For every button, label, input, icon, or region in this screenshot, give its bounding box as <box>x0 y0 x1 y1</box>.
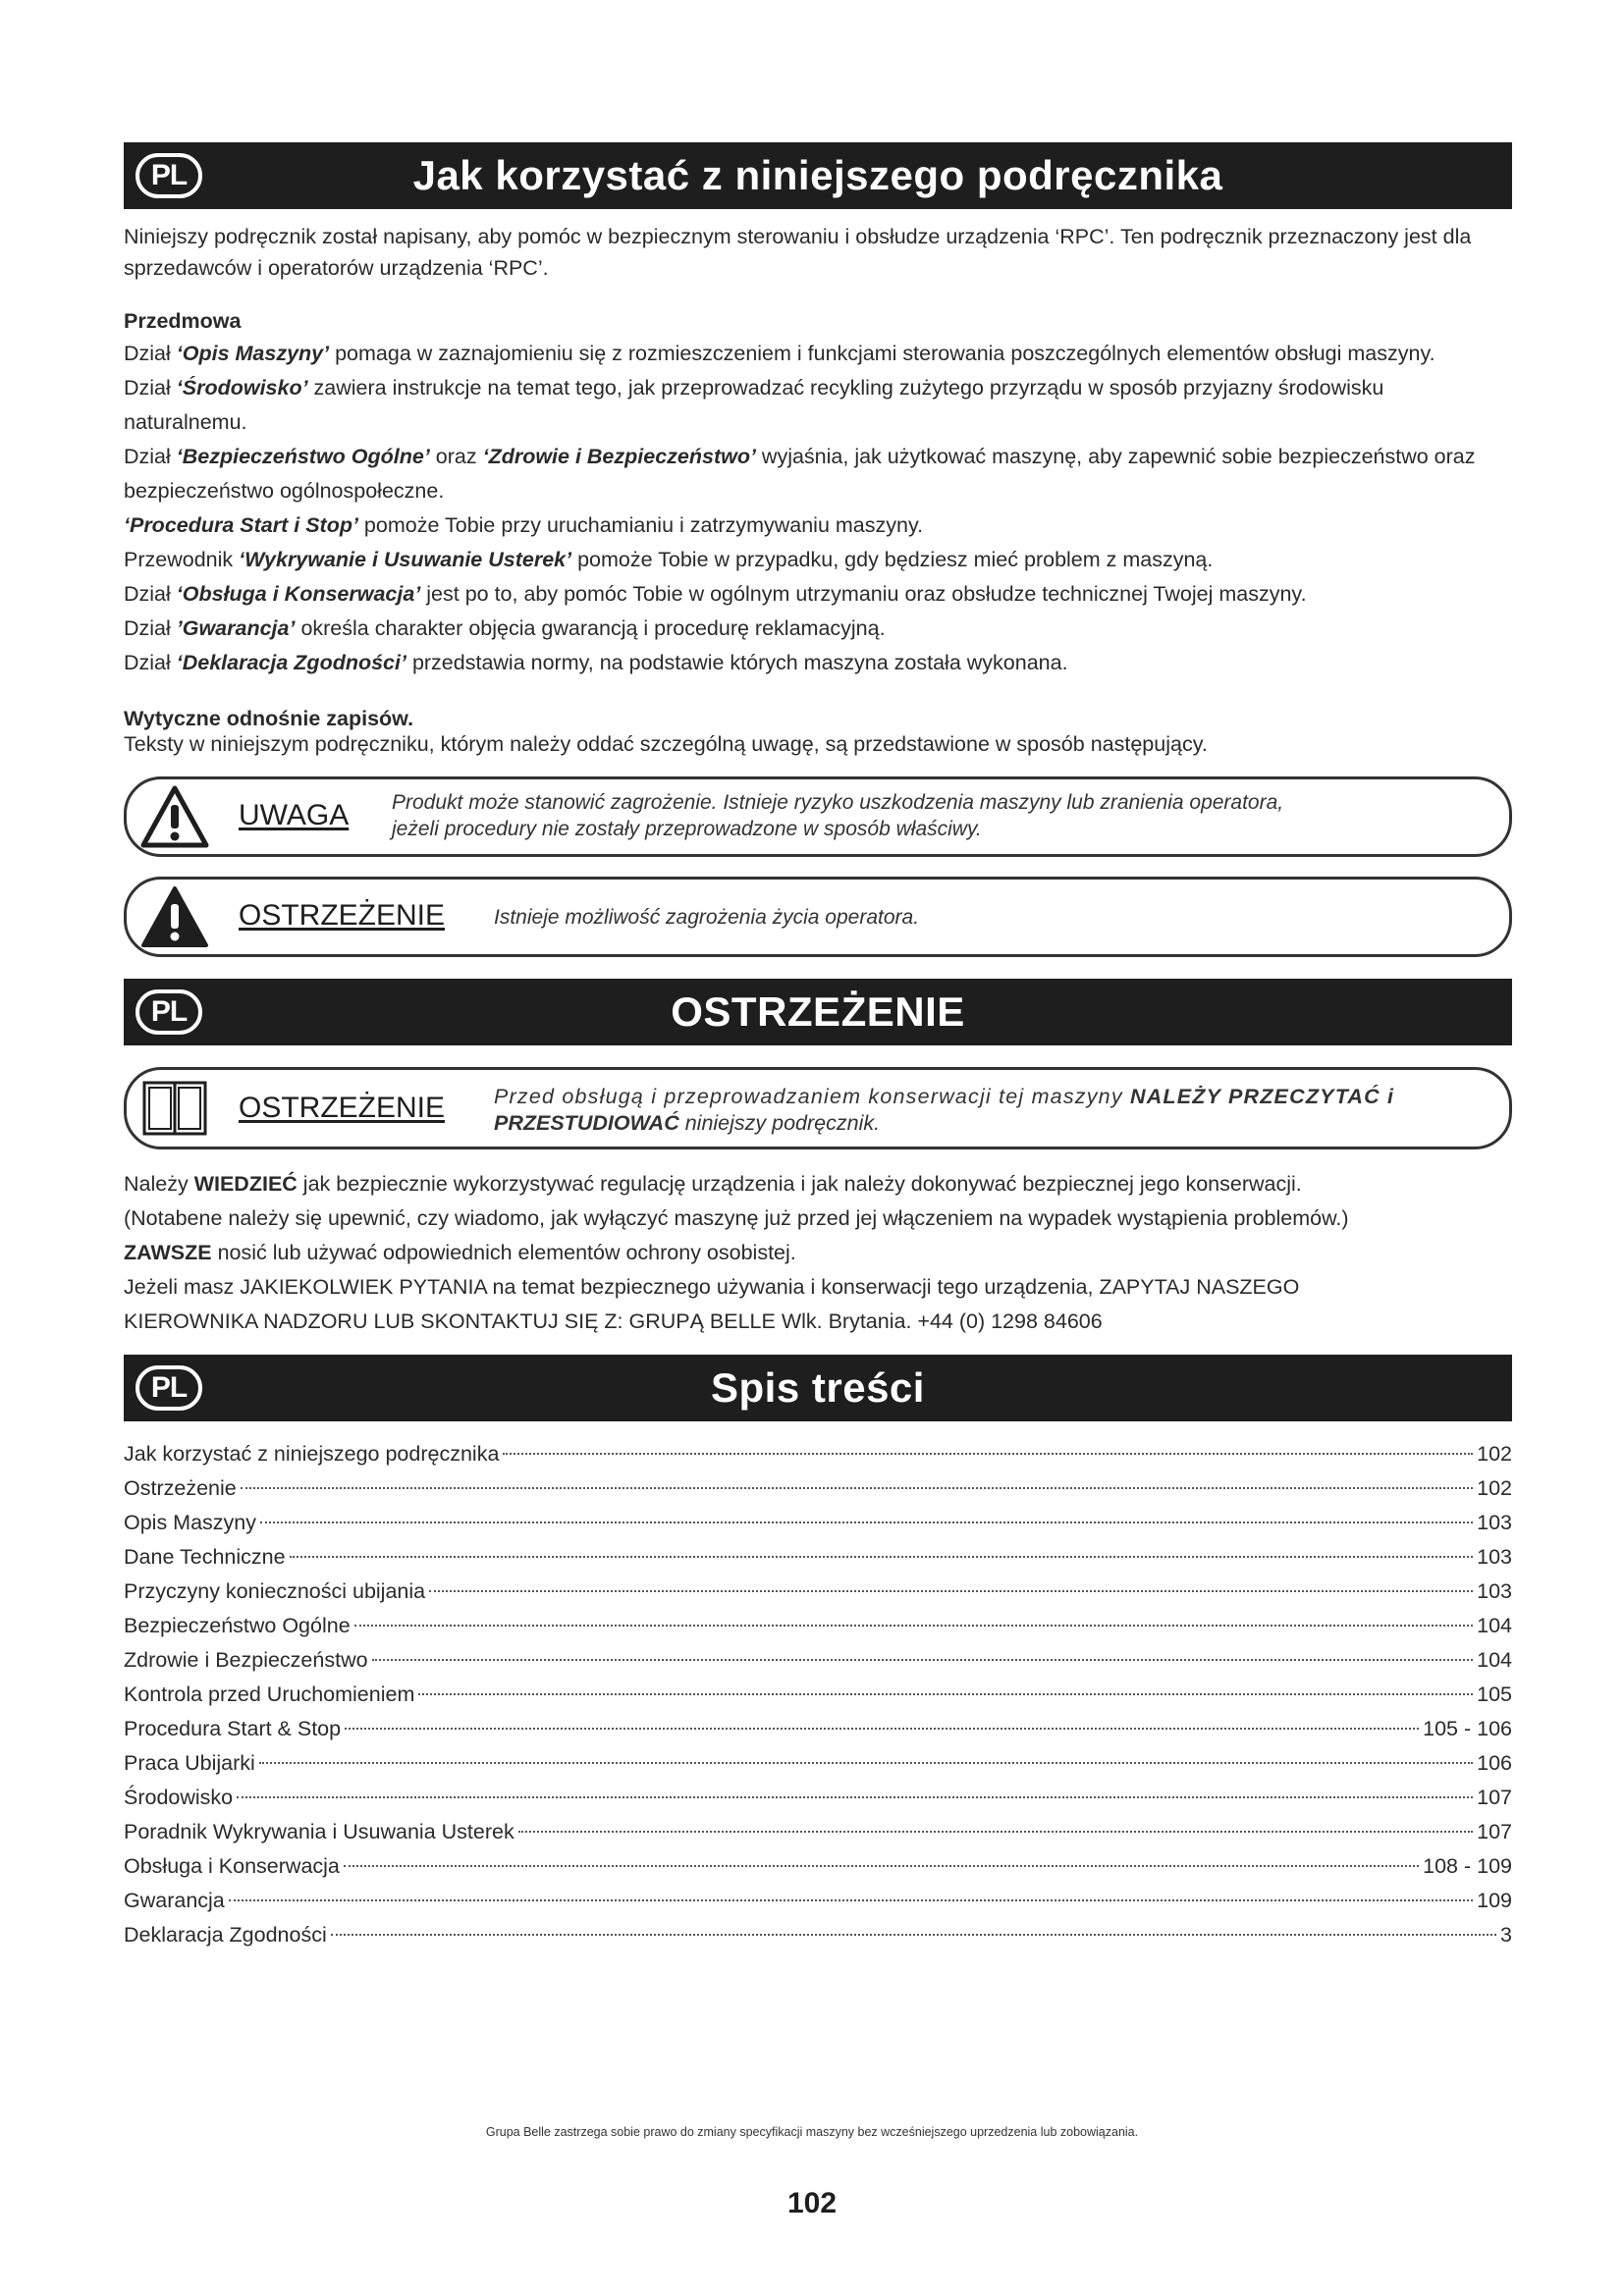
section-title: OSTRZEŻENIE <box>671 988 965 1035</box>
przedmowa-line: Dział ’Gwarancja’ określa charakter objęcia gwarancją i procedurę reklamacyjną. <box>124 616 886 640</box>
przedmowa-line: Dział ‘Opis Maszyny’ pomaga w zaznajomieniu się z rozmieszczeniem i funkcjami sterowania poszczególnych elementów obsługi maszyny. <box>124 342 1435 365</box>
warning-paragraphs <box>124 1167 1512 1339</box>
wytyczne-heading: Wytyczne odnośnie zapisów. <box>124 707 414 730</box>
ostrzezenie-description: Istnieje możliwość zagrożenia życia operatora. <box>494 906 920 929</box>
section-title: Spis treści <box>711 1364 925 1411</box>
toc-entry[interactable]: Gwarancja 109 <box>124 1889 1512 1912</box>
uwaga-description: Produkt może stanowić zagrożenie. Istnieje ryzyko uszkodzenia maszyny lub zranienia operatora, jeżeli procedury nie zostały przeprowadzone w sposób właściwy. <box>392 791 1284 840</box>
intro-paragraph: Niniejszy podręcznik został napisany, aby pomóc w bezpiecznym sterowaniu i obsłudze urządzenia ‘RPC’. Ten podręcznik przeznaczony jest dla sprzedawców i operatorów urządzenia ‘RPC’. <box>124 225 1472 280</box>
open-book-icon <box>140 1077 209 1140</box>
pl-language-badge: PL <box>135 1365 202 1411</box>
page-number: 102 <box>786 2187 838 2219</box>
przedmowa-list <box>124 337 1512 680</box>
warning-line: ZAWSZE nosić lub używać odpowiednich elementów ochrony osobistej. <box>124 1241 796 1264</box>
read-manual-box <box>124 1067 1512 1149</box>
przedmowa-line: Przewodnik ‘Wykrywanie i Usuwanie Usterek’ pomoże Tobie w przypadku, gdy będziesz mieć problem z maszyną. <box>124 548 1214 571</box>
page <box>124 142 1512 1952</box>
toc-entry[interactable]: Obsługa i Konserwacja 108 - 109 <box>124 1854 1512 1878</box>
warning-triangle-filled-icon <box>140 885 209 948</box>
toc-entry[interactable]: Ostrzeżenie 102 <box>124 1476 1512 1500</box>
table-of-contents <box>124 1437 1512 1952</box>
toc-entry[interactable]: Bezpieczeństwo Ogólne 104 <box>124 1614 1512 1637</box>
ostrzezenie-box <box>124 877 1512 957</box>
warning-line: Należy WIEDZIEĆ jak bezpiecznie wykorzystywać regulację urządzenia i jak należy dokonywać bezpiecznej jego konserwacji. <box>124 1172 1302 1196</box>
toc-entry[interactable]: Opis Maszyny 103 <box>124 1511 1512 1534</box>
warning-line: (Notabene należy się upewnić, czy wiadomo, jak wyłączyć maszynę już przed jej włączeniem na wypadek wystąpienia problemów.) <box>124 1206 1349 1230</box>
przedmowa-line: Dział ‘Bezpieczeństwo Ogólne’ oraz ‘Zdrowie i Bezpieczeństwo’ wyjaśnia, jak użytkować maszynę, aby zapewnić sobie bezpieczeństwo oraz bezpieczeństwo ogólnospołeczne. <box>124 445 1476 503</box>
ostrzezenie-label: OSTRZEŻENIE <box>239 899 446 932</box>
toc-entry[interactable]: Zdrowie i Bezpieczeństwo 104 <box>124 1648 1512 1672</box>
uwaga-box <box>124 776 1512 857</box>
toc-entry[interactable]: Dane Techniczne 103 <box>124 1545 1512 1569</box>
przedmowa-line: Dział ‘Obsługa i Konserwacja’ jest po to, aby pomóc Tobie w ogólnym utrzymaniu oraz obsłudze technicznej Twojej maszyny. <box>124 582 1307 606</box>
section-title: Jak korzystać z niniejszego podręcznika <box>412 152 1223 198</box>
warning-line: KIEROWNIKA NADZORU LUB SKONTAKTUJ SIĘ Z: GRUPĄ BELLE Wlk. Brytania. +44 (0) 1298 84606 <box>124 1309 1103 1333</box>
pl-language-badge: PL <box>135 989 202 1035</box>
przedmowa-line: ‘Procedura Start i Stop’ pomoże Tobie przy uruchamianiu i zatrzymywaniu maszyny. <box>124 513 924 537</box>
footer-disclaimer: Grupa Belle zastrzega sobie prawo do zmiany specyfikacji maszyny bez wcześniejszego uprzedzenia lub zobowiązania. <box>485 2125 1139 2139</box>
section-banner-warning <box>124 979 1512 1045</box>
pl-language-badge: PL <box>135 153 202 198</box>
caution-triangle-icon <box>140 785 209 848</box>
toc-entry[interactable]: Poradnik Wykrywania i Usuwania Usterek 107 <box>124 1820 1512 1843</box>
section-banner-toc <box>124 1355 1512 1421</box>
toc-entry[interactable]: Przyczyny konieczności ubijania 103 <box>124 1579 1512 1603</box>
toc-entry[interactable]: Środowisko 107 <box>124 1786 1512 1809</box>
section-banner-how-to-use <box>124 142 1512 209</box>
toc-entry[interactable]: Deklaracja Zgodności 3 <box>124 1923 1512 1947</box>
przedmowa-line: Dział ‘Deklaracja Zgodności’ przedstawia normy, na podstawie których maszyna została wykonana. <box>124 651 1068 674</box>
toc-entry[interactable]: Procedura Start & Stop 105 - 106 <box>124 1717 1512 1740</box>
warning-line: Jeżeli masz JAKIEKOLWIEK PYTANIA na temat bezpiecznego używania i konserwacji tego urządzenia, ZAPYTAJ NASZEGO <box>124 1275 1300 1299</box>
uwaga-label: UWAGA <box>239 799 350 831</box>
toc-entry[interactable]: Jak korzystać z niniejszego podręcznika 102 <box>124 1442 1512 1466</box>
read-manual-description: Przed obsługą i przeprowadzaniem konserwacji tej maszyny NALEŻY PRZECZYTAĆ i PRZESTUDIOWAĆ niniejszy podręcznik. <box>494 1085 1395 1135</box>
toc-entry[interactable]: Praca Ubijarki 106 <box>124 1751 1512 1775</box>
toc-entry[interactable]: Kontrola przed Uruchomieniem 105 <box>124 1682 1512 1706</box>
ostrzezenie-label: OSTRZEŻENIE <box>239 1092 446 1124</box>
przedmowa-line: Dział ‘Środowisko’ zawiera instrukcje na temat tego, jak przeprowadzać recykling zużytego przyrządu w sposób przyjazny środowisku naturalnemu. <box>124 376 1384 434</box>
wytyczne-text: Teksty w niniejszym podręczniku, którym należy oddać szczególną uwagę, są przedstawione w sposób następujący. <box>124 732 1208 756</box>
przedmowa-heading: Przedmowa <box>124 309 242 333</box>
